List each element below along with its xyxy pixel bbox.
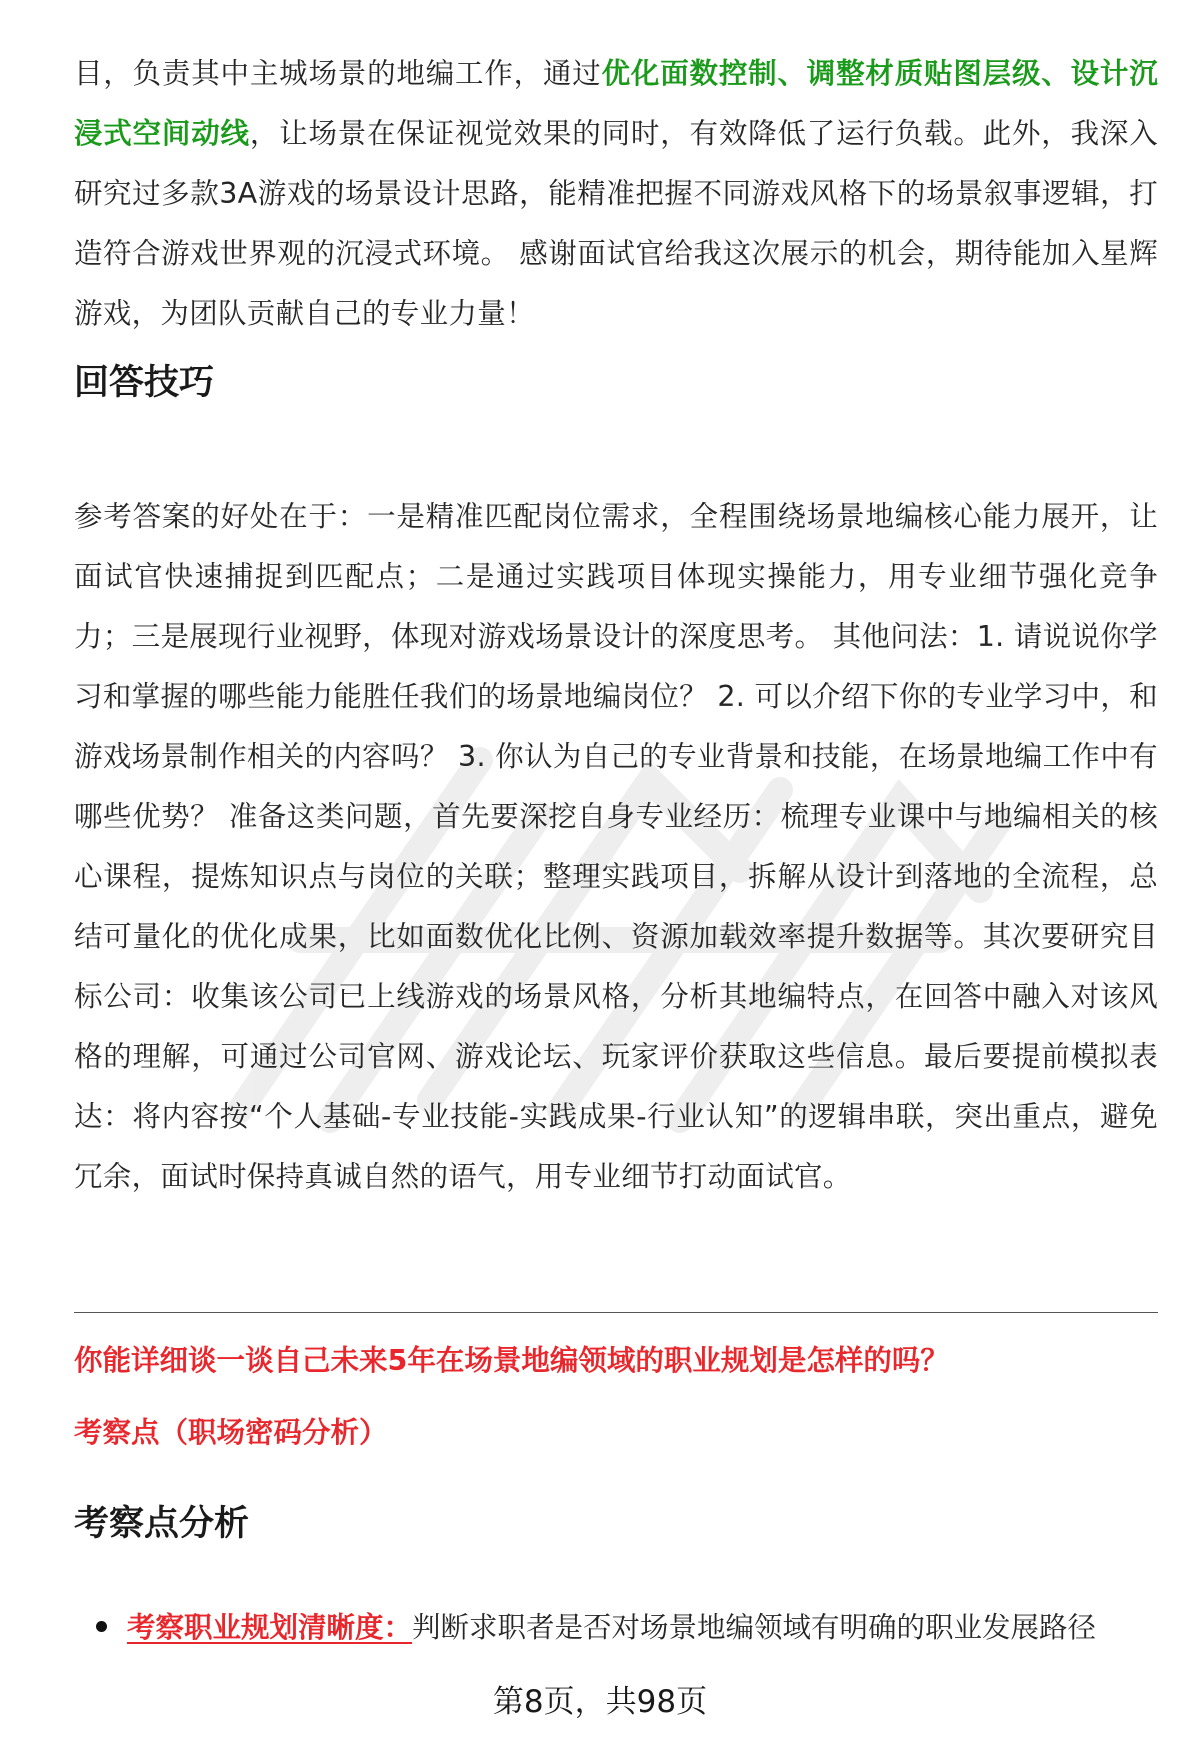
page-number-footer: 第8页，共98页 xyxy=(492,1684,708,1720)
intro-paragraph xyxy=(74,44,1158,344)
exam-point-label: 考察点（职场密码分析） xyxy=(74,1416,388,1449)
analysis-bullet-item xyxy=(96,1602,1166,1654)
section-heading-analysis: 考察点分析 xyxy=(74,1504,250,1544)
bullet-text: 判断求职者是否对场景地编领域有明确的职业发展路径 xyxy=(412,1611,1097,1644)
intro-text-rest: ，让场景在保证视觉效果的同时，有效降低了运行负载。此外，我深入研究过多款3A游戏的场景设计思路，能精准把握不同游戏风格下的场景叙事逻辑，打造符合游戏世界观的沉浸式环境。 感谢面试官给我这次展示的机会，期待能加入星辉游戏，为团队贡献自己的专业力量！ xyxy=(74,117,1158,330)
bullet-key-label: 考察职业规划清晰度： xyxy=(127,1611,413,1644)
section-heading-tips: 回答技巧 xyxy=(74,363,215,403)
tips-paragraph: 参考答案的好处在于：一是精准匹配岗位需求，全程围绕场景地编核心能力展开，让面试官快速捕捉到匹配点；二是通过实践项目体现实操能力，用专业细节强化竞争力；三是展现行业视野，体现对游戏场景设计的深度思考。 其他问法：1. 请说说你学习和掌握的哪些能力能胜任我们的场景地编岗位？ 2. 可以介绍下你的专业学习中，和游戏场景制作相关的内容吗？ 3. 你认为自己的专业背景和技能，在场景地编工作中有哪些优势？ 准备这类问题，首先要深挖自身专业经历：梳理专业课中与地编相关的核心课程，提炼知识点与岗位的关联；整理实践项目，拆解从设计到落地的全流程，总结可量化的优化成果，比如面数优化比例、资源加载效率提升数据等。其次要研究目标公司：收集该公司已上线游戏的场景风格，分析其地编特点，在回答中融入对该风格的理解，可通过公司官网、游戏论坛、玩家评价获取这些信息。最后要提前模拟表达：将内容按“个人基础-专业技能-实践成果-行业认知”的逻辑串联，突出重点，避免冗余，面试时保持真诚自然的语气，用专业细节打动面试官。 xyxy=(74,500,1158,1193)
question-title: 你能详细谈一谈自己未来5年在场景地编领域的职业规划是怎样的吗？ xyxy=(74,1344,949,1377)
bullet-dot-icon xyxy=(96,1621,107,1632)
section-divider xyxy=(74,1312,1158,1313)
intro-text-start: 目，负责其中主城场景的地编工作，通过 xyxy=(74,57,602,90)
intro-highlight: 优化面数控制、调整材质贴图层级、设计沉浸式空间动线 xyxy=(74,57,1159,150)
